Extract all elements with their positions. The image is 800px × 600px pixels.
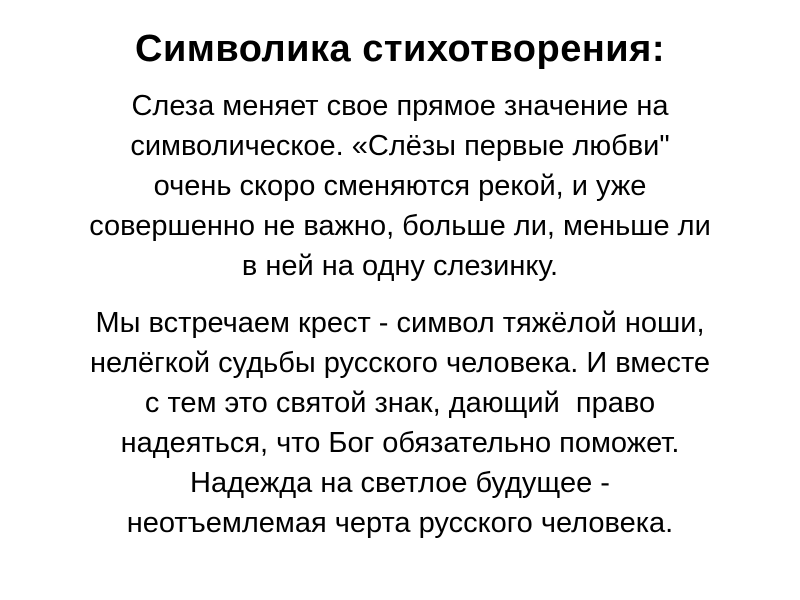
text-line: очень скоро сменяются рекой, и уже xyxy=(153,170,647,202)
text-line: Мы встречаем крест - символ тяжёлой ноши, xyxy=(95,307,705,339)
text-line: надеяться, что Бог обязательно поможет. xyxy=(120,427,680,459)
text-line: нелёгкой судьбы русского человека. И вместе xyxy=(89,347,711,379)
text-line: символическое. «Слёзы первые любви" xyxy=(130,130,670,162)
text-line: с тем это святой знак, дающий право xyxy=(144,387,656,419)
paragraph-symbol-cross xyxy=(0,303,800,543)
paragraph-symbol-tear xyxy=(0,86,800,286)
text-line: Надежда на светлое будущее - xyxy=(190,467,610,499)
text-line: неотъемлемая черта русского человека. xyxy=(126,507,674,539)
text-line: в ней на одну слезинку. xyxy=(241,250,559,282)
text-line: Слеза меняет свое прямое значение на xyxy=(131,90,669,122)
text-line: совершенно не важно, больше ли, меньше ли xyxy=(89,210,711,242)
slide-title: Символика стихотворения: xyxy=(135,28,665,70)
